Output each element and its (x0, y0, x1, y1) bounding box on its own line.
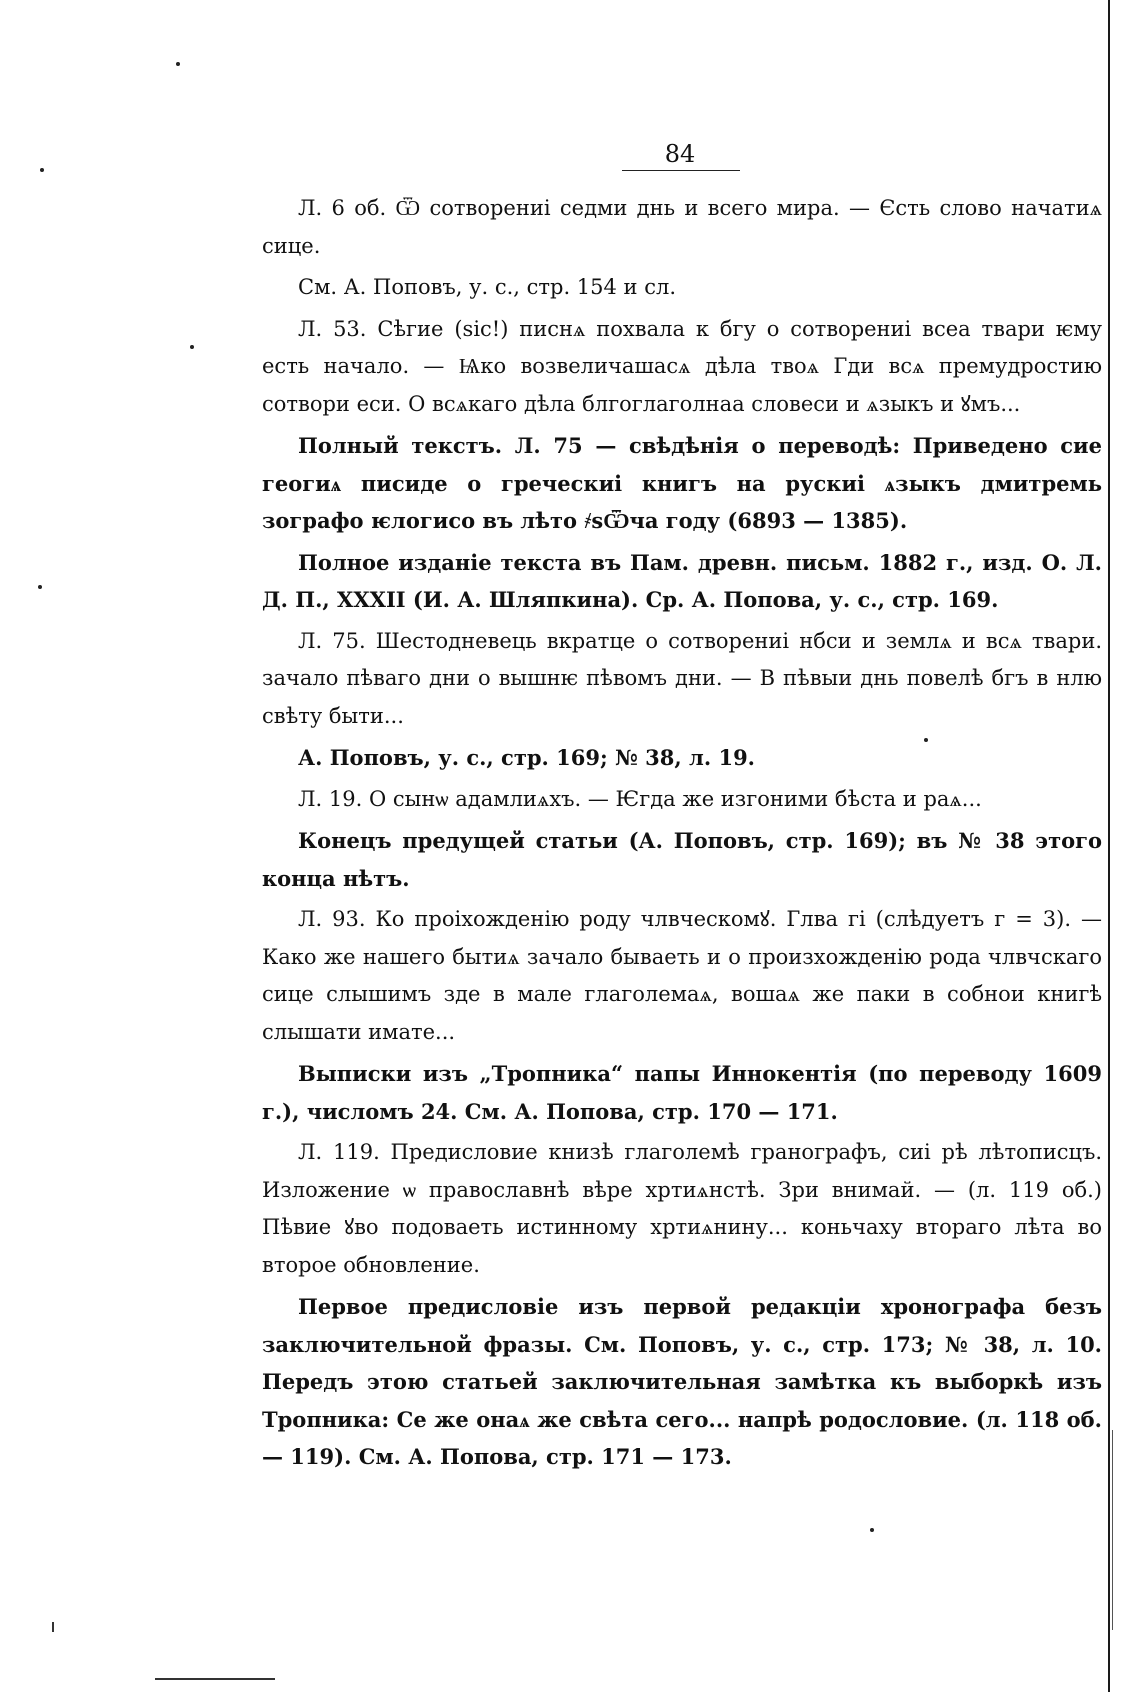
body-text (262, 190, 1102, 1480)
paragraph: Л. 75. Шестодневець вкратце о сотворениі нбси и землѧ и всѧ твари. зачало пѣваго дни о вышнѥ пѣвомъ дни. — В пѣвыи днь повелѣ бгъ в нлю свѣту быти... (262, 628, 1102, 728)
page-edge-rule-thin (1112, 1430, 1113, 1630)
scan-speck (38, 585, 42, 589)
scan-speck (190, 345, 194, 349)
scan-mark (155, 1678, 275, 1680)
paragraph: Л. 119. Предисловие книзѣ глаголемѣ гранографъ, сиі рѣ лѣтописцъ. Изложение ѡ православнѣ вѣре хртиѧнстѣ. Зри внимай. — (л. 119 об.) Пѣвие ꙋво подоваеть истинному хртиѧнину... коньчаху втораго лѣта во второе обновление. (262, 1140, 1102, 1277)
paragraph: Конецъ предущей статьи (А. Поповъ, стр. 169); въ № 38 этого конца нѣтъ. (262, 828, 1102, 891)
scan-speck (40, 168, 44, 172)
paragraph: Л. 6 об. Ѿ сотворениі седми днь и всего мира. — Єсть слово начатиѧ сице. (262, 196, 1102, 258)
scan-mark (52, 1622, 54, 1632)
page-edge-rule (1108, 0, 1110, 1692)
paragraph: Л. 53. Сѣгие (sic!) писнѧ похвала к бгу о сотворениі всеа твари ѥму есть начало. — Ѩко возвеличашасѧ дѣла твоѧ Гди всѧ премудростию сотвори еси. О всѧкаго дѣла блгоглаголнаа словеси и ѧзыкъ и ꙋмъ... (262, 316, 1102, 416)
paragraph: Л. 19. О сынѡ адамлиѧхъ. — Ѥгда же изгоними бѣста и раѧ... (298, 786, 982, 811)
paragraph: См. А. Поповъ, у. с., стр. 154 и сл. (298, 275, 677, 299)
paragraph: Полный текстъ. Л. 75 — свѣдѣнія о переводѣ: Приведено сие геогиѧ писиде о греческиі книгъ на рускиі ѧзыкъ дмитремь зографо ѥлогисо въ лѣто ҂ѕѾча году (6893 — 1385). (262, 433, 1102, 533)
paragraph: Выписки изъ „Тропника“ папы Иннокентія (по переводу 1609 г.), числомъ 24. См. А. Попова, стр. 170 — 171. (262, 1061, 1102, 1124)
paragraph: Л. 93. Ко проіхожденію роду члвческомꙋ. Глва гі (слѣдуетъ г = 3). — Како же нашего бытиѧ зачало бываеть и о произхожденію рода члвчскаго сице слышимъ зде в мале глаголемаѧ, вошаѧ же паки в собнои книгѣ слышати имате... (262, 907, 1102, 1044)
paragraph: А. Поповъ, у. с., стр. 169; № 38, л. 19. (298, 745, 755, 770)
paragraph: Полное изданіе текста въ Пам. древн. письм. 1882 г., изд. О. Л. Д. П., XXXII (И. А. Шляпкина). Ср. А. Попова, у. с., стр. 169. (262, 549, 1102, 612)
scan-speck (870, 1528, 874, 1532)
page-number-rule (622, 170, 740, 171)
scan-speck (176, 62, 180, 66)
paragraph: Первое предисловіе изъ первой редакціи хронографа безъ заключительной фразы. См. Поповъ, у. с., стр. 173; № 38, л. 10. Передъ этою статьей заключительная замѣтка къ выборкѣ изъ Тропника: Се же онаѧ же свѣта сего... напрѣ родословие. (л. 118 об. — 119). См. А. Попова, стр. 171 — 173. (262, 1294, 1102, 1469)
page-number: 84 (664, 140, 696, 168)
